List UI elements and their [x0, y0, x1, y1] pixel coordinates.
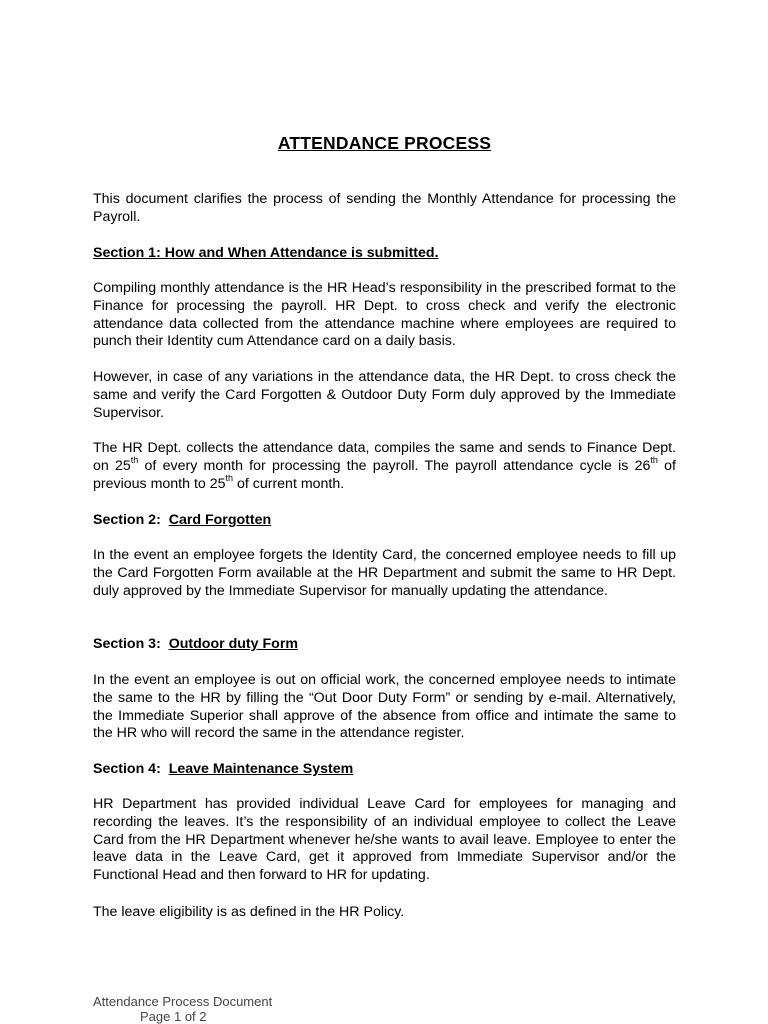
section3-heading — [93, 636, 676, 654]
footer-page-number: Page 1 of 2 — [140, 1009, 207, 1024]
section4-name: Leave Maintenance System — [168, 761, 354, 777]
section2-paragraph: In the event an employee forgets the Identity Card, the concerned employee needs to fill up the Card Forgotten Form available at the HR Department and submit the same to HR Dept. duly approved by the Immediate Supervisor for manually updating the attendance. — [93, 547, 676, 599]
section1-paragraph-2: However, in case of any variations in the attendance data, the HR Dept. to cross check the same and verify the Card Forgotten & Outdoor Duty Form duly approved by the Immediate Supervisor. — [93, 369, 676, 421]
section1-paragraph-3 — [93, 440, 676, 493]
section4-heading — [93, 761, 676, 779]
p3-text-b: of every month for processing the payroll. The payroll attendance cycle is 26 — [138, 457, 651, 474]
section4-paragraph-1: HR Department has provided individual Leave Card for employees for managing and recording the leaves. It’s the responsibility of an individual employee to collect the Leave Card from the HR Department whenever he/she wants to avail leave. Employee to enter the leave data in the Leave Card, get it approved from Immediate Supervisor and/or the Functional Head and then forward to HR for updating. — [93, 796, 676, 884]
section4-label: Section 4: — [93, 761, 161, 777]
p3-sup-3: th — [225, 472, 234, 483]
section2-name: Card Forgotten — [168, 512, 272, 528]
section1-heading: Section 1: How and When Attendance is submitted. — [93, 245, 439, 261]
intro-paragraph: This document clarifies the process of sending the Monthly Attendance for processing the Payroll. — [93, 191, 676, 225]
p3-text-d: of current month. — [233, 475, 345, 492]
section3-label: Section 3: — [93, 636, 161, 652]
section1-paragraph-1: Compiling monthly attendance is the HR Head’s responsibility in the prescribed format to the Finance for processing the payroll. HR Dept. to cross check and verify the electronic attendance data collected from the attendance machine where employees are required to punch their Identity cum Attendance card on a daily basis. — [93, 280, 676, 350]
section3-name: Outdoor duty Form — [168, 636, 298, 652]
section3-paragraph: In the event an employee is out on official work, the concerned employee needs to intimate the same to the HR by filling the “Out Door Duty Form” or sending by e-mail. Alternatively, the Immediate Superior shall approve of the absence from office and intimate the same to the HR who will record the same in the attendance register. — [93, 672, 676, 742]
section2-heading — [93, 512, 676, 530]
p3-sup-1: th — [130, 455, 139, 466]
p3-text-c: of previous month to 25 — [93, 457, 676, 492]
footer-document-name: Attendance Process Document — [93, 994, 273, 1009]
document-title: ATTENDANCE PROCESS — [277, 133, 492, 153]
page-footer — [93, 994, 272, 1024]
section4-paragraph-2: The leave eligibility is as defined in the HR Policy. — [93, 904, 405, 920]
p3-sup-2: th — [650, 455, 658, 466]
section2-label: Section 2: — [93, 512, 161, 528]
p3-text-a: The HR Dept. collects the attendance data, compiles the same and sends to Finance Dept. on 25 — [93, 440, 676, 474]
